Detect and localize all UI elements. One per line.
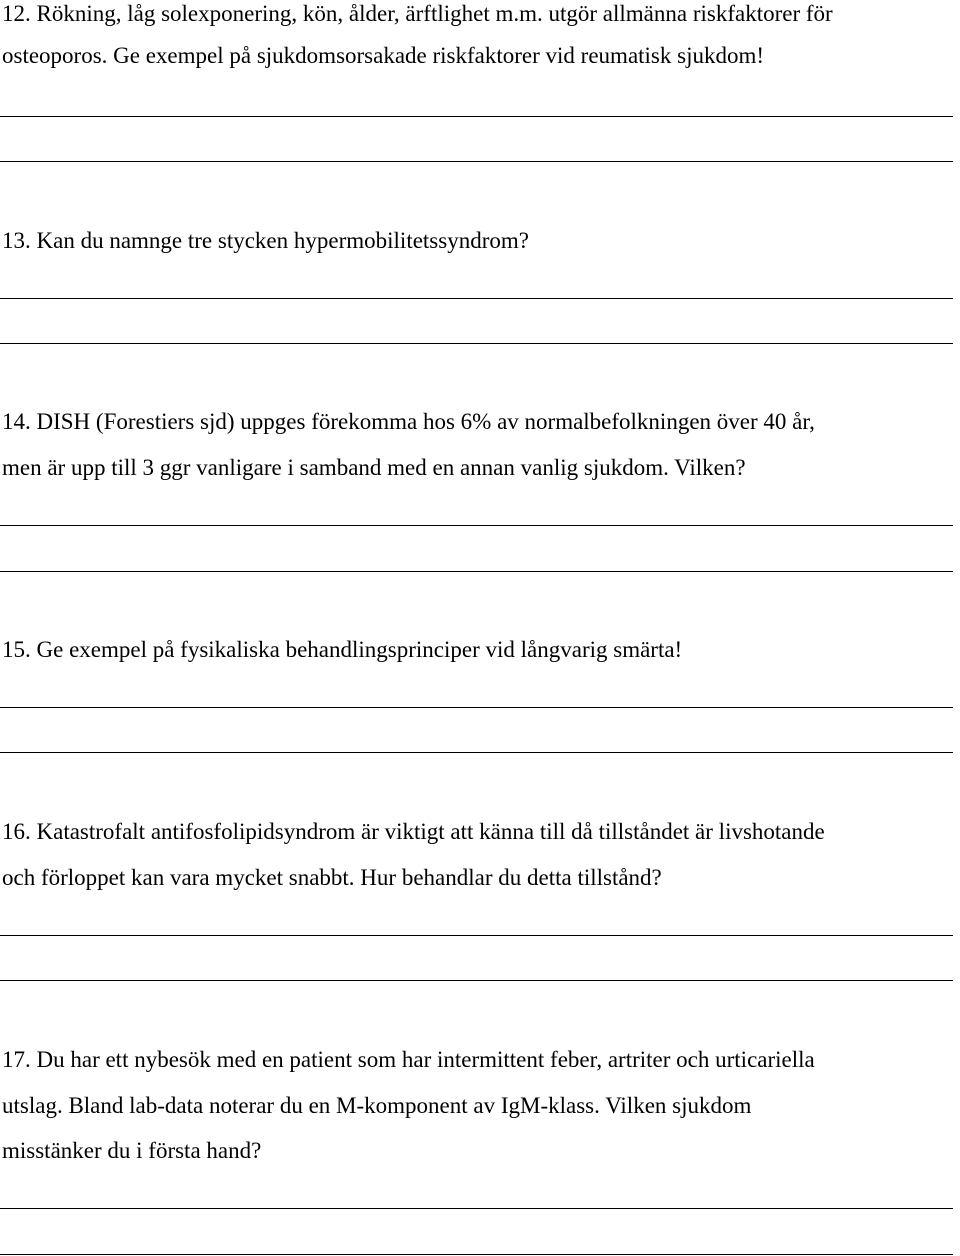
answer-line-16a[interactable] xyxy=(0,935,953,936)
answer-line-13b[interactable] xyxy=(0,343,953,344)
question-17-line-3: misstänker du i första hand? xyxy=(2,1138,262,1163)
question-17-line-2: utslag. Bland lab-data noterar du en M-komponent av IgM-klass. Vilken sjukdom xyxy=(2,1093,752,1118)
question-17-line-1: 17. Du har ett nybesök med en patient som har intermittent feber, artriter och urticariella xyxy=(2,1047,815,1072)
question-15-line-1: 15. Ge exempel på fysikaliska behandlingsprinciper vid långvarig smärta! xyxy=(2,637,683,662)
answer-line-17b[interactable] xyxy=(0,1254,953,1255)
question-12-line-2: osteoporos. Ge exempel på sjukdomsorsakade riskfaktorer vid reumatisk sjukdom! xyxy=(2,43,765,68)
answer-line-13a[interactable] xyxy=(0,298,953,299)
question-16-line-1: 16. Katastrofalt antifosfolipidsyndrom är viktigt att känna till då tillståndet är livshotande xyxy=(2,819,825,844)
answer-line-15b[interactable] xyxy=(0,752,953,753)
answer-line-14a[interactable] xyxy=(0,525,953,526)
answer-line-14b[interactable] xyxy=(0,571,953,572)
answer-line-12a[interactable] xyxy=(0,116,953,117)
question-12-line-1: 12. Rökning, låg solexponering, kön, ålder, ärftlighet m.m. utgör allmänna riskfaktorer för xyxy=(2,1,833,26)
answer-line-16b[interactable] xyxy=(0,980,953,981)
answer-line-17a[interactable] xyxy=(0,1208,953,1209)
answer-line-12b[interactable] xyxy=(0,161,953,162)
question-16-line-2: och förloppet kan vara mycket snabbt. Hur behandlar du detta tillstånd? xyxy=(2,865,662,890)
question-13-line-1: 13. Kan du namnge tre stycken hypermobilitetssyndrom? xyxy=(2,228,529,253)
question-14-line-2: men är upp till 3 ggr vanligare i samband med en annan vanlig sjukdom. Vilken? xyxy=(2,455,746,480)
answer-line-15a[interactable] xyxy=(0,707,953,708)
question-14-line-1: 14. DISH (Forestiers sjd) uppges förekomma hos 6% av normalbefolkningen över 40 år, xyxy=(2,409,815,434)
